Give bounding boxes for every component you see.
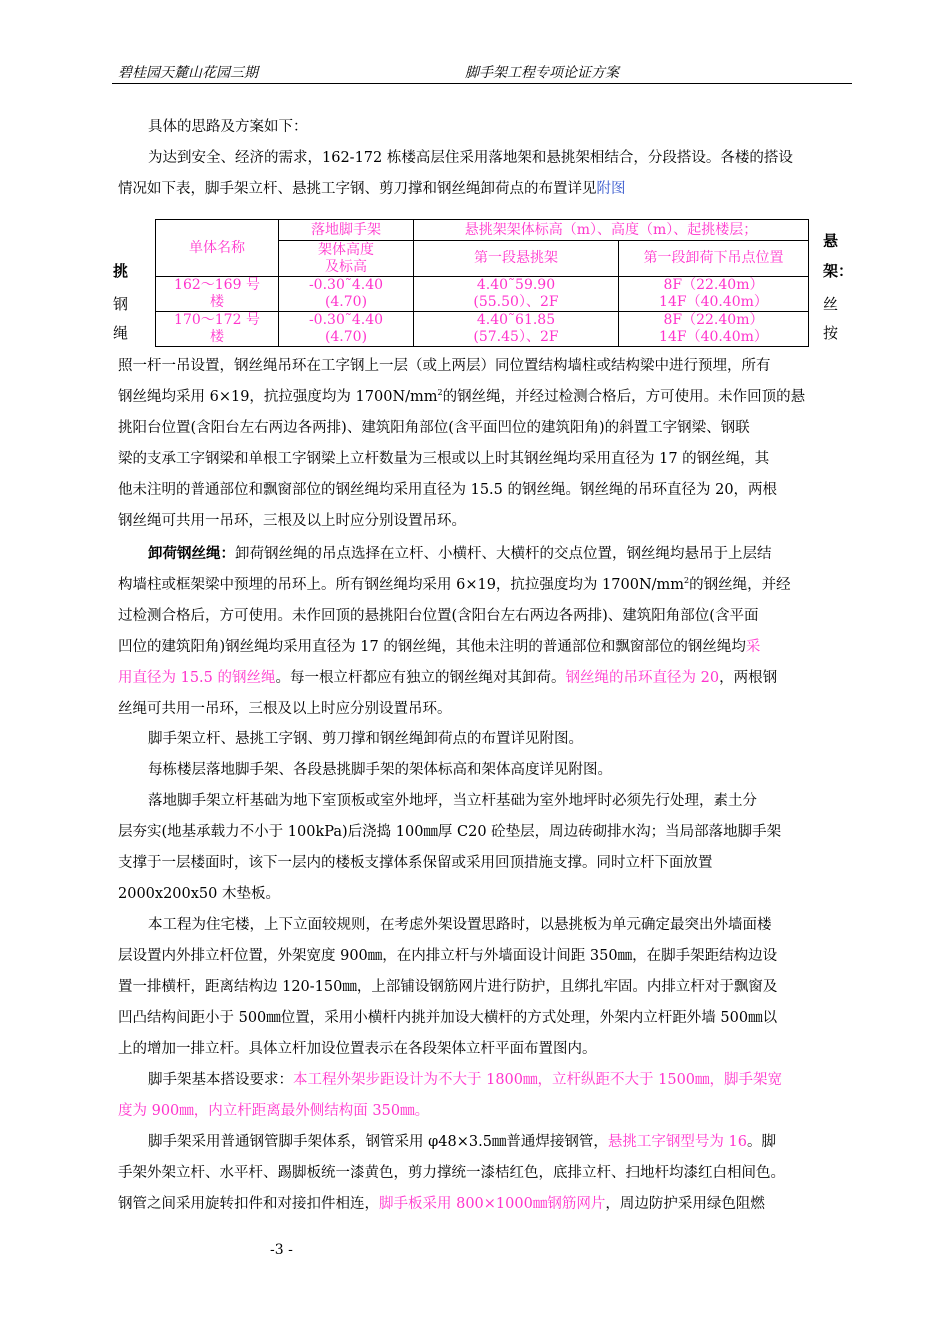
highlight-text: 脚手板采用 800×1000㎜钢筋网片 <box>379 1196 606 1212</box>
table-header-floor: 落地脚手架 <box>279 220 414 241</box>
text-run: 卸荷钢丝绳的吊点选择在立杆、小横杆、大横杆的交点位置，钢丝绳均悬吊于上层结 <box>235 546 772 562</box>
paragraph <box>118 538 851 725</box>
cell-line: 8F（22.40m） <box>663 312 764 328</box>
table-header-seg1: 第一段悬挑架 <box>414 241 619 277</box>
side-char-right: 丝 <box>823 295 839 313</box>
table-header-seg1-point: 第一段卸荷下吊点位置 <box>619 241 809 277</box>
text-run: 脚手架基本搭设要求： <box>148 1072 293 1088</box>
paragraph-line <box>118 538 851 570</box>
cell-line: (57.45）、2F <box>473 329 559 345</box>
intro-line: 具体的思路及方案如下： <box>148 119 308 135</box>
text-run: 钢管之间采用旋转扣件和对接扣件相连， <box>118 1196 379 1212</box>
text-run: 的钢丝绳，并经过检测合格后，方可使用。未作回顶的悬 <box>442 389 806 405</box>
paragraph-line: 落地脚手架立杆基础为地下室顶板或室外地坪，当立杆基础为室外地坪时必须先行处理，素土分 <box>148 793 757 809</box>
header-project-title: 碧桂园天麓山花园三期 <box>118 65 258 81</box>
table-cell-seg1 <box>414 277 619 312</box>
table-cell-name <box>156 277 279 312</box>
cell-line: 14F（40.40m） <box>659 294 768 310</box>
paragraph <box>118 724 851 786</box>
table-row <box>156 277 809 312</box>
superscript: 2 <box>437 388 443 398</box>
superscript: 2 <box>684 576 690 586</box>
intro-line: 为达到安全、经济的需求，162-172 栋楼高层住采用落地架和悬挑架相结合，分段搭设。各楼的搭设 <box>148 150 793 166</box>
paragraph-line <box>118 382 851 413</box>
paragraph-line: 他未注明的普通部位和飘窗部位的钢丝绳均采用直径为 15.5 的钢丝绳。钢丝绳的吊环直径为 20，两根 <box>118 482 778 498</box>
table-row <box>156 312 809 347</box>
intro-text: 情况如下表，脚手架立杆、悬挑工字钢、剪刀撑和钢丝绳卸荷点的布置详见 <box>118 181 597 197</box>
paragraph-line: 过检测合格后，方可使用。未作回顶的悬挑阳台位置(含阳台左右两边各两排)、建筑阳角部位(含平面 <box>118 608 759 624</box>
table-header-cantilever: 悬挑架架体标高（m）、高度（m）、起挑楼层； <box>414 220 809 241</box>
highlight-text: 悬挑工字钢型号为 16 <box>607 1134 747 1150</box>
paragraph-line: 层夯实(地基承载力不小于 100kPa)后浇捣 100㎜厚 C20 砼垫层，周边砖砌排水沟；当局部落地脚手架 <box>118 824 782 840</box>
paragraph-line <box>118 1189 851 1220</box>
cell-line: -0.30˜4.40 <box>308 312 384 328</box>
intro-line <box>118 174 851 205</box>
table-cell-floor <box>279 277 414 312</box>
paragraph <box>118 786 851 910</box>
paragraph-line: 手架外架立杆、水平杆、踢脚板统一漆黄色，剪力撑统一漆桔红色，底排立杆、扫地杆均漆红白相间色。 <box>118 1165 785 1181</box>
paragraph-line: 支撑于一层楼面时，该下一层内的楼板支撑体系保留或采用回顶措施支撑。同时立杆下面放置 <box>118 855 713 871</box>
paragraph-line: 脚手架立杆、悬挑工字钢、剪刀撑和钢丝绳卸荷点的布置详见附图。 <box>148 731 583 747</box>
paragraph <box>118 910 851 1065</box>
paragraph <box>118 1065 851 1127</box>
cell-line: 170～172 号 <box>174 312 260 328</box>
paragraph-line: 丝绳可共用一吊环，三根及以上时应分别设置吊环。 <box>118 701 452 717</box>
cell-line: 14F（40.40m） <box>659 329 768 345</box>
paragraph-line: 钢丝绳可共用一吊环，三根及以上时应分别设置吊环。 <box>118 513 466 529</box>
paragraph-line: 置一排横杆，距离结构边 120-150㎜，上部铺设钢筋网片进行防护，且绑扎牢固。内排立杆对于飘窗及 <box>118 979 778 995</box>
paragraph-line: 本工程为住宅楼，上下立面较规则，在考虑外架设置思路时，以悬挑板为单元确定最突出外墙面楼 <box>148 917 772 933</box>
text-run: 的钢丝绳，并经 <box>689 577 791 593</box>
table-header-floor-sub1: 架体高度 <box>318 241 374 258</box>
cell-line: 楼 <box>210 294 224 310</box>
paragraph-line <box>118 570 851 601</box>
table-cell-floor <box>279 312 414 347</box>
table-header-floor-sub2: 及标高 <box>325 258 367 275</box>
text-run: 钢丝绳均采用 6×19，抗拉强度均为 1700N/mm <box>118 389 438 405</box>
paragraph-line: 挑阳台位置(含阳台左右两边各两排)、建筑阳角部位(含平面凹位的建筑阳角)的斜置工字钢梁、钢联 <box>118 420 750 436</box>
paragraph <box>118 1127 851 1220</box>
text-run: 。每一根立杆都应有独立的钢丝绳对其卸荷。 <box>275 670 566 686</box>
text-run: 凹位的建筑阳角)钢丝绳均采用直径为 17 的钢丝绳，其他未注明的普通部位和飘窗部位的钢丝绳均 <box>118 639 746 655</box>
highlight-text: 采 <box>745 639 761 655</box>
paragraph-line: 照一杆一吊设置，钢丝绳吊环在工字钢上一层（或上两层）同位置结构墙柱或结构梁中进行预埋，所有 <box>118 358 771 374</box>
text-run: ，两根钢 <box>719 670 778 686</box>
header-document-title: 脚手架工程专项论证方案 <box>465 65 619 81</box>
paragraph-line: 上的增加一排立杆。具体立杆加设位置表示在各段架体立杆平面布置图内。 <box>118 1041 597 1057</box>
text-run: 构墙柱或框架梁中预埋的吊环上。所有钢丝绳均采用 6×19，抗拉强度均为 1700N/mm <box>118 577 685 593</box>
side-char-left: 挑 <box>113 262 129 280</box>
text-run: ，周边防护采用绿色阻燃 <box>605 1196 765 1212</box>
cell-line: (4.70) <box>324 294 368 310</box>
side-char-right: 架： <box>823 262 854 280</box>
cell-line: 4.40˜61.85 <box>476 312 556 328</box>
table-cell-point <box>619 277 809 312</box>
table-header-name: 单体名称 <box>156 220 279 277</box>
paragraph-line: 每栋楼层落地脚手架、各段悬挑脚手架的架体标高和架体高度详见附图。 <box>148 762 612 778</box>
paragraph-line: 梁的支承工字钢梁和单根工字钢梁上立杆数量为三根或以上时其钢丝绳均采用直径为 17 的钢丝绳，其 <box>118 451 770 467</box>
paragraph-line: 层设置内外排立杆位置，外架宽度 900㎜，在内排立杆与外墙面设计间距 350㎜，在脚手架距结构边设 <box>118 948 778 964</box>
cell-line: 楼 <box>210 329 224 345</box>
side-char-left: 绳 <box>113 324 129 342</box>
cell-line: (4.70) <box>324 329 368 345</box>
paragraph-line: 度为 900㎜，内立杆距离最外侧结构面 350㎜。 <box>118 1103 430 1119</box>
cell-line: 162～169 号 <box>174 277 260 293</box>
table-cell-point <box>619 312 809 347</box>
cell-line: -0.30˜4.40 <box>308 277 384 293</box>
table-cell-name <box>156 312 279 347</box>
bold-lead: 卸荷钢丝绳： <box>148 545 235 562</box>
highlight-text: 本工程外架步距设计为不大于 1800㎜，立杆纵距不大于 1500㎜，脚手架宽 <box>293 1072 783 1088</box>
side-char-left: 钢 <box>113 295 129 313</box>
scaffold-table <box>155 219 809 347</box>
figure-link[interactable]: 附图 <box>596 181 626 197</box>
intro-paragraph <box>118 112 851 205</box>
paragraph-line: 2000x200x50 木垫板。 <box>118 886 280 902</box>
highlight-text: 钢丝绳的吊环直径为 20 <box>565 670 720 686</box>
paragraph-line: 凹凸结构间距小于 500㎜位置，采用小横杆内挑并加设大横杆的方式处理，外架内立杆距外墙 500㎜以 <box>118 1010 778 1026</box>
text-run: 。脚 <box>746 1134 776 1150</box>
paragraph-line <box>118 1127 851 1158</box>
cell-line: (55.50）、2F <box>473 294 559 310</box>
cell-line: 4.40˜59.90 <box>476 277 556 293</box>
paragraph <box>118 351 851 537</box>
paragraph-line <box>118 632 851 663</box>
paragraph-line <box>118 663 851 694</box>
header-rule <box>112 83 852 84</box>
paragraph-line <box>118 1065 851 1096</box>
table-header-floor-sub <box>279 241 414 277</box>
text-run: 脚手架采用普通钢管脚手架体系，钢管采用 φ48×3.5㎜普通焊接钢管， <box>148 1134 608 1150</box>
page-number: -3 - <box>270 1242 293 1258</box>
side-char-right: 按 <box>823 324 839 342</box>
table-cell-seg1 <box>414 312 619 347</box>
cell-line: 8F（22.40m） <box>663 277 764 293</box>
side-char-right: 悬 <box>823 232 839 250</box>
highlight-text: 用直径为 15.5 的钢丝绳 <box>118 670 276 686</box>
